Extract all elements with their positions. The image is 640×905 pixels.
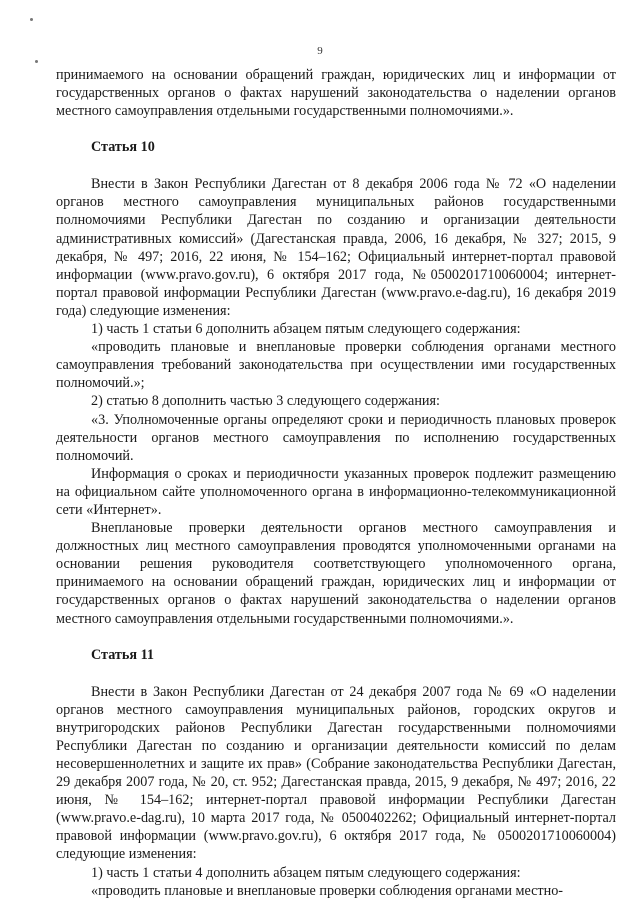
article-10-paragraph: Внести в Закон Республики Дагестан от 8 декабря 2006 года № 72 «О наделении органов местного самоуправления муниципальных районов государственными полномочиями Республики Дагестан по созданию и организации деятельности административных комиссий» (Дагестанская правда, 2006, 16 декабря, № 327; 2015, 9 декабря, № 497; 2016, 22 июня, № 154–162; Официальный интернет-портал правовой информации (www.pravo.gov.ru), 6 октября 2017 года, №0500201710060004; интернет-портал правовой информации Республики Дагестан (www.pravo.e-dag.ru), 16 декабря 2019 года) следующие изменения: <box>56 176 616 319</box>
scan-artifact <box>30 18 33 21</box>
article-11-paragraph: «проводить плановые и внеплановые проверки соблюдения органами местно- <box>91 882 564 899</box>
article-10-paragraph: 2) статью 8 дополнить частью 3 следующего содержания: <box>91 393 440 410</box>
page-number: 9 <box>317 45 323 57</box>
article-10-paragraph: Информация о сроках и периодичности указанных проверок подлежит размещению на официальном сайте уполномоченного органа в информационно-телекоммуникационной сети «Интернет». <box>56 465 616 518</box>
article-10-paragraph: 1) часть 1 статьи 6 дополнить абзацем пятым следующего содержания: <box>91 321 521 338</box>
article-11-paragraph: 1) часть 1 статьи 4 дополнить абзацем пятым следующего содержания: <box>91 864 521 881</box>
article-11-paragraph: Внести в Закон Республики Дагестан от 24 декабря 2007 года № 69 «О наделении органов местного самоуправления муниципальных районов, городских округов и внутригородских районов Республики Дагестан государственными полномочиями Республики Дагестан по созданию и организации деятельности комиссий по делам несовершеннолетних и защите их прав» (Собрание законодательства Республики Дагестан, 29 декабря 2007 года, № 20, ст. 952; Дагестанская правда, 2015, 9 декабря, № 497; 2016, 22 июня, № 154–162; интернет-портал правовой информации Республики Дагестан (www.pravo.e-dag.ru), 10 марта 2017 года, № 0500402262; Официальный интернет-портал правовой информации (www.pravo.gov.ru), 6 октября 2017 года, № 0500201710060004) следующие изменения: <box>56 683 616 863</box>
document-body <box>56 66 616 900</box>
article-10-paragraph: Внеплановые проверки деятельности органов местного самоуправления и должностных лиц местного самоуправления проводятся уполномоченными органами на основании решения руководителя соответствующего уполномоченного органа, принимаемого на основании обращений граждан, юридических лиц и информации от государственных органов о фактах нарушений законодательства о наделении органов местного самоуправления отдельными государственными полномочиями.». <box>56 520 616 627</box>
article-10-heading: Статья 10 <box>91 139 155 156</box>
scan-artifact <box>35 60 38 63</box>
article-10-paragraph: «3. Уполномоченные органы определяют сроки и периодичность плановых проверок деятельности органов местного самоуправления по исполнению государственных полномочий. <box>56 411 616 464</box>
article-11-heading: Статья 11 <box>91 646 155 663</box>
intro-paragraph: принимаемого на основании обращений граждан, юридических лиц и информации от государственных органов о фактах нарушений законодательства о наделении органов местного самоуправления отдельными государственными полномочиями.». <box>56 67 616 120</box>
article-10-paragraph: «проводить плановые и внеплановые проверки соблюдения органами местного самоуправления требований законодательства при осуществлении ими государственных полномочий.»; <box>56 339 616 392</box>
